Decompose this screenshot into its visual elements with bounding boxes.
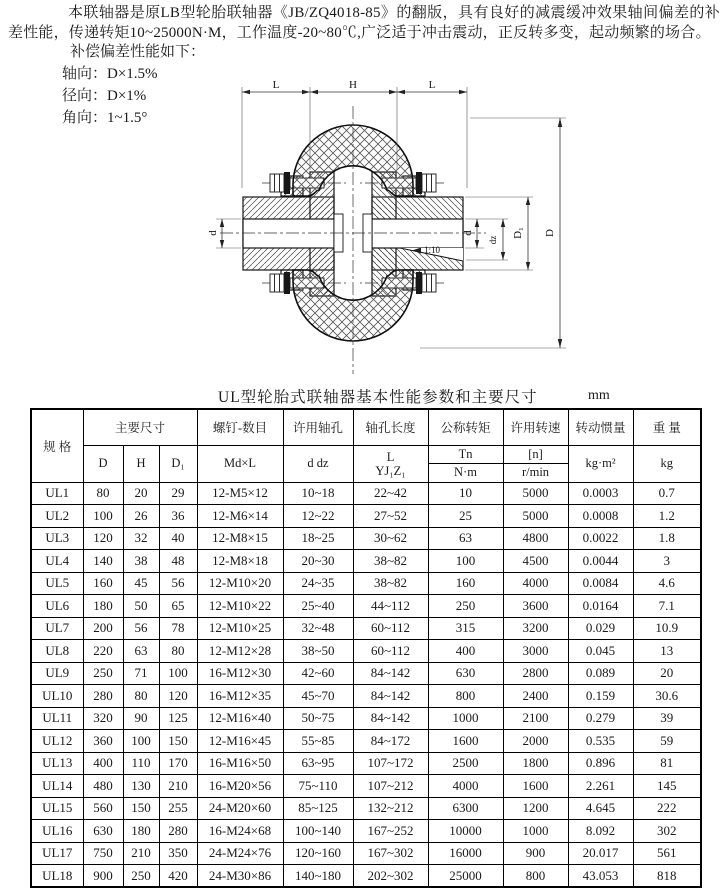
- table-cell: UL1: [31, 482, 83, 505]
- table-cell: 84~172: [353, 730, 428, 753]
- table-cell: 280: [83, 685, 123, 708]
- table-cell: 1200: [503, 797, 568, 820]
- table-cell: 63: [428, 527, 503, 550]
- list-item: 径向：D×1%: [62, 88, 147, 104]
- table-cell: 210: [123, 842, 159, 865]
- table-cell: 3000: [503, 640, 568, 663]
- col-header-speed: 许用转速: [503, 409, 568, 445]
- table-cell: UL13: [31, 752, 83, 775]
- table-row: [31, 865, 701, 888]
- table-row: [31, 572, 701, 595]
- dim-label-dz: dz: [488, 235, 498, 245]
- table-cell: 38~82: [353, 550, 428, 573]
- dimension-d1: [465, 197, 533, 270]
- table-cell: 0.0084: [568, 572, 633, 595]
- table-cell: 110: [123, 752, 159, 775]
- table-cell: 120~160: [283, 842, 353, 865]
- list-item: 角向：1~1.5°: [62, 110, 148, 126]
- table-cell: 12-M5×12: [197, 482, 283, 505]
- table-cell: 120: [159, 685, 197, 708]
- table-cell: 4500: [503, 550, 568, 573]
- table-cell: 3200: [503, 617, 568, 640]
- subheader-speed-unit: r/min: [503, 463, 568, 482]
- table-cell: 160: [428, 572, 503, 595]
- table-cell: 1800: [503, 752, 568, 775]
- table-cell: 1.8: [633, 527, 701, 550]
- table-cell: UL18: [31, 865, 83, 888]
- subheader-speed-symbol: [n]: [503, 445, 568, 463]
- table-cell: 10000: [428, 820, 503, 843]
- table-cell: 12-M6×14: [197, 505, 283, 528]
- table-cell: 10.9: [633, 617, 701, 640]
- subheader-d1: D₁: [159, 445, 197, 482]
- table-cell: 0.0044: [568, 550, 633, 573]
- table-cell: 202~302: [353, 865, 428, 888]
- table-cell: UL7: [31, 617, 83, 640]
- table-cell: 400: [83, 752, 123, 775]
- table-cell: 167~252: [353, 820, 428, 843]
- table-cell: 12-M16×40: [197, 707, 283, 730]
- dim-label-d-left: d: [207, 230, 219, 236]
- table-cell: 12-M10×25: [197, 617, 283, 640]
- table-row: [31, 820, 701, 843]
- table-cell: 1000: [428, 707, 503, 730]
- table-cell: 50~75: [283, 707, 353, 730]
- table-cell: 2100: [503, 707, 568, 730]
- subheader-bore-length: [353, 445, 428, 482]
- table-cell: 630: [428, 662, 503, 685]
- table-cell: 26: [123, 505, 159, 528]
- table-cell: 1600: [503, 775, 568, 798]
- dimension-dz: [466, 219, 508, 260]
- bore-length-symbol: L: [386, 449, 395, 464]
- subheader-h: H: [123, 445, 159, 482]
- table-cell: 900: [83, 865, 123, 888]
- table-cell: 6300: [428, 797, 503, 820]
- table-cell: 38~50: [283, 640, 353, 663]
- table-cell: 8.092: [568, 820, 633, 843]
- table-cell: 22~42: [353, 482, 428, 505]
- table-cell: 0.0003: [568, 482, 633, 505]
- table-cell: 210: [159, 775, 197, 798]
- table-cell: 170: [159, 752, 197, 775]
- table-cell: 0.0022: [568, 527, 633, 550]
- table-cell: 80: [83, 482, 123, 505]
- table-cell: 5000: [503, 505, 568, 528]
- table-cell: 0.0164: [568, 595, 633, 618]
- table-cell: 4000: [428, 775, 503, 798]
- table-cell: 167~302: [353, 842, 428, 865]
- table-cell: 180: [123, 820, 159, 843]
- table-row: [31, 662, 701, 685]
- table-row: [31, 617, 701, 640]
- subheader-weight-unit: kg: [633, 445, 701, 482]
- table-cell: 25: [428, 505, 503, 528]
- table-cell: 800: [428, 685, 503, 708]
- table-cell: 71: [123, 662, 159, 685]
- table-cell: 320: [83, 707, 123, 730]
- col-header-main-dims: 主要尺寸: [83, 409, 197, 445]
- table-row: [31, 527, 701, 550]
- table-cell: 160: [83, 572, 123, 595]
- table-cell: 13: [633, 640, 701, 663]
- table-cell: 630: [83, 820, 123, 843]
- table-cell: 78: [159, 617, 197, 640]
- subheader-screws: Md×L: [197, 445, 283, 482]
- col-header-spec: 规 格: [31, 409, 83, 482]
- table-cell: 5000: [503, 482, 568, 505]
- table-cell: 18~25: [283, 527, 353, 550]
- intro-paragraph: 本联轴器是原LB型轮胎联轴器《JB/ZQ4018-85》的翻版，具有良好的减震缓冲效果轴间偏差的补差性能，传递转矩10~25000N·M，工作温度-20~80℃,广泛适于冲击震动，正反转多变，起动频繁的场合。: [8, 5, 720, 41]
- table-cell: 560: [83, 797, 123, 820]
- table-cell: 63~95: [283, 752, 353, 775]
- coupling-cross-section-diagram: [0, 0, 726, 380]
- table-cell: 16-M24×68: [197, 820, 283, 843]
- col-header-bore-length: 轴孔长度: [353, 409, 428, 445]
- table-cell: 25~40: [283, 595, 353, 618]
- table-cell: 150: [159, 730, 197, 753]
- table-cell: 24-M20×60: [197, 797, 283, 820]
- table-cell: 222: [633, 797, 701, 820]
- table-row: [31, 685, 701, 708]
- table-cell: 12-M8×18: [197, 550, 283, 573]
- table-cell: 350: [159, 842, 197, 865]
- table-cell: 84~142: [353, 707, 428, 730]
- table-cell: 75~110: [283, 775, 353, 798]
- table-row: [31, 640, 701, 663]
- table-cell: 0.089: [568, 662, 633, 685]
- table-cell: 900: [503, 842, 568, 865]
- table-cell: 125: [159, 707, 197, 730]
- table-cell: 360: [83, 730, 123, 753]
- table-cell: UL16: [31, 820, 83, 843]
- table-cell: 818: [633, 865, 701, 888]
- table-cell: 4800: [503, 527, 568, 550]
- table-cell: 16-M20×56: [197, 775, 283, 798]
- table-row: [31, 707, 701, 730]
- table-cell: 42~60: [283, 662, 353, 685]
- table-cell: 280: [159, 820, 197, 843]
- table-cell: 1.2: [633, 505, 701, 528]
- table-cell: 0.896: [568, 752, 633, 775]
- table-cell: 59: [633, 730, 701, 753]
- col-header-screws: 螺钉-数目: [197, 409, 283, 445]
- table-cell: 132~212: [353, 797, 428, 820]
- table-cell: 85~125: [283, 797, 353, 820]
- table-cell: 250: [428, 595, 503, 618]
- table-unit-label: mm: [588, 388, 610, 403]
- dim-label-d-big: D: [544, 229, 556, 237]
- subheader-bore: d dz: [283, 445, 353, 482]
- spec-table-body: [31, 482, 701, 887]
- table-cell: 38: [123, 550, 159, 573]
- table-cell: 250: [123, 865, 159, 888]
- table-cell: 20: [633, 662, 701, 685]
- table-cell: 400: [428, 640, 503, 663]
- table-cell: 30~62: [353, 527, 428, 550]
- table-cell: 80: [159, 640, 197, 663]
- spec-table-header: [31, 409, 701, 482]
- table-cell: 63: [123, 640, 159, 663]
- table-cell: 480: [83, 775, 123, 798]
- table-row: [31, 775, 701, 798]
- table-cell: UL2: [31, 505, 83, 528]
- table-cell: 60~112: [353, 617, 428, 640]
- table-row: [31, 730, 701, 753]
- table-cell: 12-M10×20: [197, 572, 283, 595]
- table-row: [31, 752, 701, 775]
- table-cell: 12-M12×28: [197, 640, 283, 663]
- table-cell: 40: [159, 527, 197, 550]
- table-cell: 12~22: [283, 505, 353, 528]
- table-cell: 30.6: [633, 685, 701, 708]
- table-cell: UL8: [31, 640, 83, 663]
- table-cell: 16-M12×35: [197, 685, 283, 708]
- taper-label: 1:10: [424, 245, 441, 255]
- table-cell: 750: [83, 842, 123, 865]
- table-cell: 2.261: [568, 775, 633, 798]
- dim-label-h: H: [349, 79, 357, 91]
- table-cell: 0.535: [568, 730, 633, 753]
- table-cell: 420: [159, 865, 197, 888]
- table-cell: 20: [123, 482, 159, 505]
- col-header-inertia: 转动惯量: [568, 409, 633, 445]
- table-cell: 24-M30×86: [197, 865, 283, 888]
- col-header-torque: 公称转矩: [428, 409, 503, 445]
- table-row: [31, 550, 701, 573]
- table-cell: 100: [159, 662, 197, 685]
- table-cell: 29: [159, 482, 197, 505]
- table-cell: 1600: [428, 730, 503, 753]
- table-cell: 2800: [503, 662, 568, 685]
- table-cell: 24~35: [283, 572, 353, 595]
- table-cell: UL4: [31, 550, 83, 573]
- subheader-torque-symbol: Tn: [428, 445, 503, 463]
- table-cell: UL15: [31, 797, 83, 820]
- subheader-inertia-unit: kg·m²: [568, 445, 633, 482]
- table-cell: 39: [633, 707, 701, 730]
- table-cell: 90: [123, 707, 159, 730]
- table-cell: 44~112: [353, 595, 428, 618]
- table-cell: 0.7: [633, 482, 701, 505]
- table-cell: UL17: [31, 842, 83, 865]
- list-title: 补偿偏差性能如下：: [70, 44, 206, 60]
- subheader-d: D: [83, 445, 123, 482]
- table-cell: 302: [633, 820, 701, 843]
- table-cell: 38~82: [353, 572, 428, 595]
- table-cell: UL5: [31, 572, 83, 595]
- table-cell: 12-M8×15: [197, 527, 283, 550]
- table-cell: 800: [503, 865, 568, 888]
- table-cell: 50: [123, 595, 159, 618]
- table-cell: 107~212: [353, 775, 428, 798]
- table-cell: 0.0008: [568, 505, 633, 528]
- table-cell: 130: [123, 775, 159, 798]
- table-cell: 48: [159, 550, 197, 573]
- table-cell: UL3: [31, 527, 83, 550]
- table-row: [31, 482, 701, 505]
- table-row: [31, 797, 701, 820]
- table-cell: 0.159: [568, 685, 633, 708]
- table-cell: 65: [159, 595, 197, 618]
- table-cell: 12-M16×45: [197, 730, 283, 753]
- dim-label-d-right: d: [462, 230, 474, 236]
- table-cell: 140: [83, 550, 123, 573]
- table-cell: UL10: [31, 685, 83, 708]
- table-cell: 43.053: [568, 865, 633, 888]
- bore-length-types: YJ₁Z₁: [375, 463, 406, 478]
- table-row: [31, 595, 701, 618]
- dimension-d-left: [207, 219, 241, 248]
- dim-label-l-left: L: [272, 79, 280, 91]
- table-cell: 561: [633, 842, 701, 865]
- table-cell: 107~172: [353, 752, 428, 775]
- table-cell: 20~30: [283, 550, 353, 573]
- table-cell: 27~52: [353, 505, 428, 528]
- table-cell: 16000: [428, 842, 503, 865]
- table-cell: 4000: [503, 572, 568, 595]
- table-title: UL型轮胎式联轴器基本性能参数和主要尺寸: [218, 389, 538, 406]
- table-cell: 180: [83, 595, 123, 618]
- col-header-bore: 许用轴孔: [283, 409, 353, 445]
- table-cell: UL14: [31, 775, 83, 798]
- table-cell: 45~70: [283, 685, 353, 708]
- table-cell: 32: [123, 527, 159, 550]
- table-cell: UL12: [31, 730, 83, 753]
- subheader-torque-unit: N·m: [428, 463, 503, 482]
- table-cell: 220: [83, 640, 123, 663]
- table-cell: 32~48: [283, 617, 353, 640]
- table-cell: 36: [159, 505, 197, 528]
- table-cell: 2500: [428, 752, 503, 775]
- dim-label-l-right: L: [428, 79, 436, 91]
- table-cell: 250: [83, 662, 123, 685]
- dim-label-d1: D₁: [512, 227, 524, 239]
- table-row: [31, 505, 701, 528]
- table-cell: 84~142: [353, 685, 428, 708]
- table-cell: UL9: [31, 662, 83, 685]
- table-cell: 25000: [428, 865, 503, 888]
- table-cell: 7.1: [633, 595, 701, 618]
- table-cell: 1000: [503, 820, 568, 843]
- table-cell: 3600: [503, 595, 568, 618]
- table-cell: 84~142: [353, 662, 428, 685]
- table-cell: 100: [83, 505, 123, 528]
- spec-table: [30, 408, 702, 888]
- table-cell: 3: [633, 550, 701, 573]
- table-cell: 255: [159, 797, 197, 820]
- table-cell: 80: [123, 685, 159, 708]
- table-cell: 200: [83, 617, 123, 640]
- table-cell: 56: [159, 572, 197, 595]
- table-cell: 60~112: [353, 640, 428, 663]
- table-cell: 0.045: [568, 640, 633, 663]
- table-cell: 100~140: [283, 820, 353, 843]
- table-cell: 56: [123, 617, 159, 640]
- table-cell: 315: [428, 617, 503, 640]
- table-cell: 45: [123, 572, 159, 595]
- table-cell: 16-M12×30: [197, 662, 283, 685]
- table-row: [31, 842, 701, 865]
- table-cell: 145: [633, 775, 701, 798]
- table-cell: 10~18: [283, 482, 353, 505]
- col-header-weight: 重 量: [633, 409, 701, 445]
- table-cell: UL11: [31, 707, 83, 730]
- list-item: 轴向：D×1.5%: [62, 66, 158, 82]
- table-cell: 10: [428, 482, 503, 505]
- table-cell: 150: [123, 797, 159, 820]
- table-cell: 12-M10×22: [197, 595, 283, 618]
- table-cell: 24-M24×76: [197, 842, 283, 865]
- table-cell: 81: [633, 752, 701, 775]
- table-cell: 55~85: [283, 730, 353, 753]
- table-cell: 0.279: [568, 707, 633, 730]
- table-cell: 4.6: [633, 572, 701, 595]
- table-cell: 140~180: [283, 865, 353, 888]
- table-cell: 4.645: [568, 797, 633, 820]
- table-cell: 16-M16×50: [197, 752, 283, 775]
- table-cell: 100: [428, 550, 503, 573]
- table-cell: 100: [123, 730, 159, 753]
- table-cell: UL6: [31, 595, 83, 618]
- table-cell: 120: [83, 527, 123, 550]
- dimension-d-right: [462, 219, 508, 248]
- table-cell: 2400: [503, 685, 568, 708]
- table-cell: 0.029: [568, 617, 633, 640]
- table-cell: 20.017: [568, 842, 633, 865]
- table-cell: 2000: [503, 730, 568, 753]
